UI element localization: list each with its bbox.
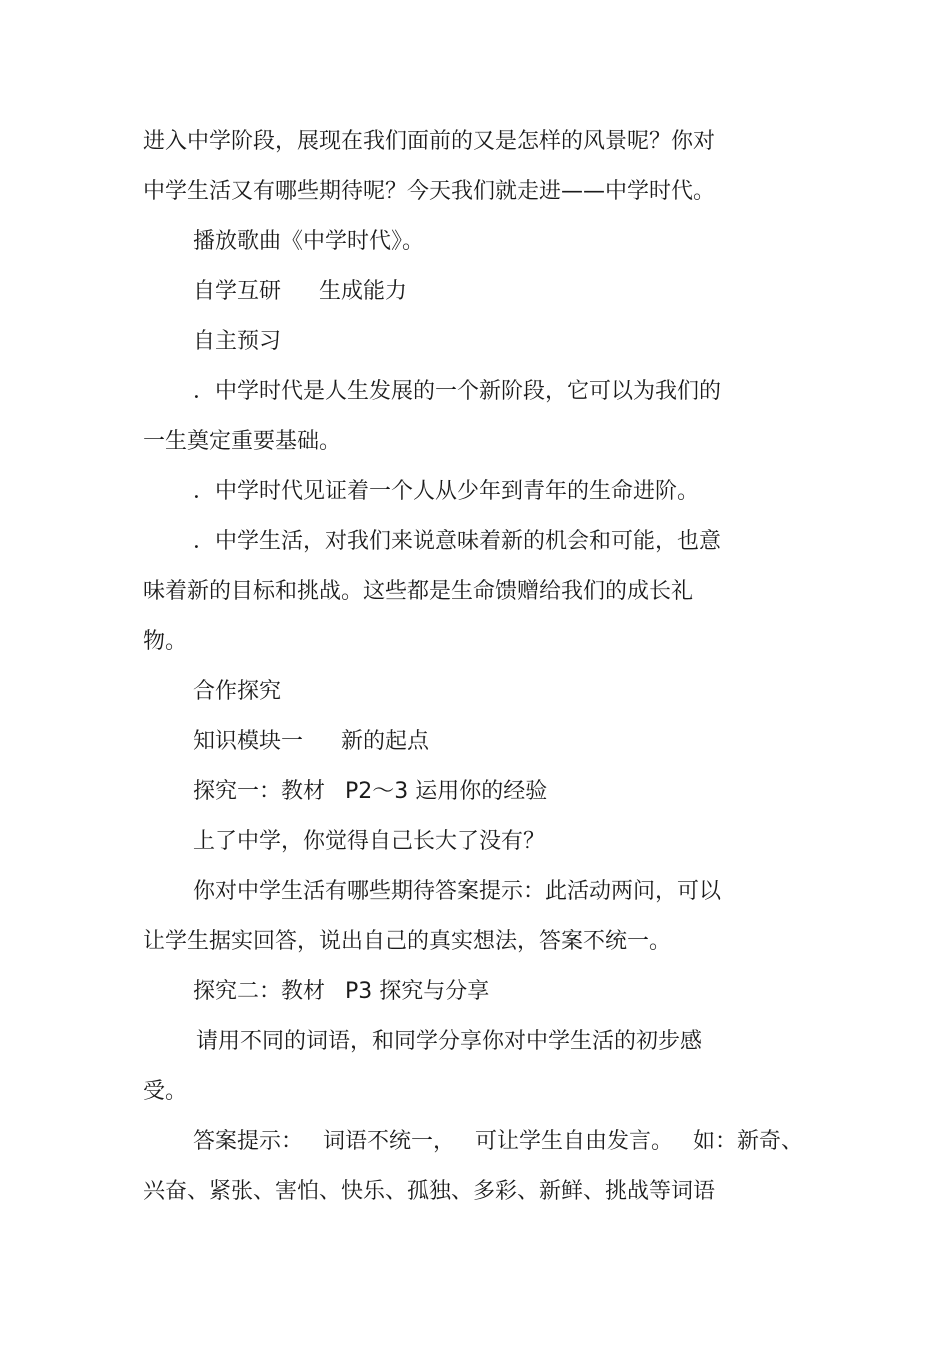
list-item: ．中学时代见证着一个人从少年到青年的生命进阶。: [193, 479, 700, 504]
paragraph-line: 中学生活又有哪些期待呢？今天我们就走进——中学时代。: [143, 179, 716, 204]
paragraph-line: 上了中学，你觉得自己长大了没有？: [193, 829, 546, 854]
inquiry-label: 探究二：教材: [193, 979, 326, 1004]
section-subtitle: 生成能力: [319, 279, 408, 304]
paragraph-line: 受。: [143, 1079, 188, 1104]
subsection-heading: 自主预习: [193, 329, 282, 354]
answer-hint-line: [193, 1127, 803, 1157]
answer-hint-text: 可让学生自由发言。: [475, 1129, 674, 1154]
subsection-heading: 合作探究: [193, 679, 282, 704]
list-item-continuation: 一生奠定重要基础。: [143, 429, 342, 454]
section-heading: [193, 277, 407, 307]
inquiry-reference: P2～3 运用你的经验: [345, 779, 548, 804]
paragraph-line: 你对中学生活有哪些期待答案提示：此活动两问，可以: [193, 879, 722, 904]
inquiry-heading: [193, 777, 547, 807]
list-item: ．中学时代是人生发展的一个新阶段，它可以为我们的: [193, 379, 722, 404]
answer-hint-text: 如：新奇、: [693, 1129, 804, 1154]
list-item-continuation: 味着新的目标和挑战。这些都是生命馈赠给我们的成长礼: [143, 579, 694, 604]
answer-hint-label: 答案提示：: [193, 1129, 304, 1154]
inquiry-heading: [193, 977, 489, 1007]
paragraph-line: 进入中学阶段，展现在我们面前的又是怎样的风景呢？你对: [143, 129, 716, 154]
answer-hint-text: 词语不统一，: [323, 1129, 456, 1154]
paragraph-line: 请用不同的词语，和同学分享你对中学生活的初步感: [196, 1029, 703, 1054]
module-title: 新的起点: [341, 729, 430, 754]
list-item: ．中学生活，对我们来说意味着新的机会和可能，也意: [193, 529, 722, 554]
module-label: 知识模块一: [193, 729, 304, 754]
list-item-continuation: 物。: [143, 629, 188, 654]
section-title: 自学互研: [193, 279, 282, 304]
paragraph-line: 播放歌曲《中学时代》。: [193, 229, 425, 254]
paragraph-line: 兴奋、紧张、害怕、快乐、孤独、多彩、新鲜、挑战等词语: [143, 1179, 716, 1204]
inquiry-label: 探究一：教材: [193, 779, 326, 804]
inquiry-reference: P3 探究与分享: [345, 979, 490, 1004]
paragraph-line: 让学生据实回答，说出自己的真实想法，答案不统一。: [143, 929, 672, 954]
module-heading: [193, 727, 429, 757]
